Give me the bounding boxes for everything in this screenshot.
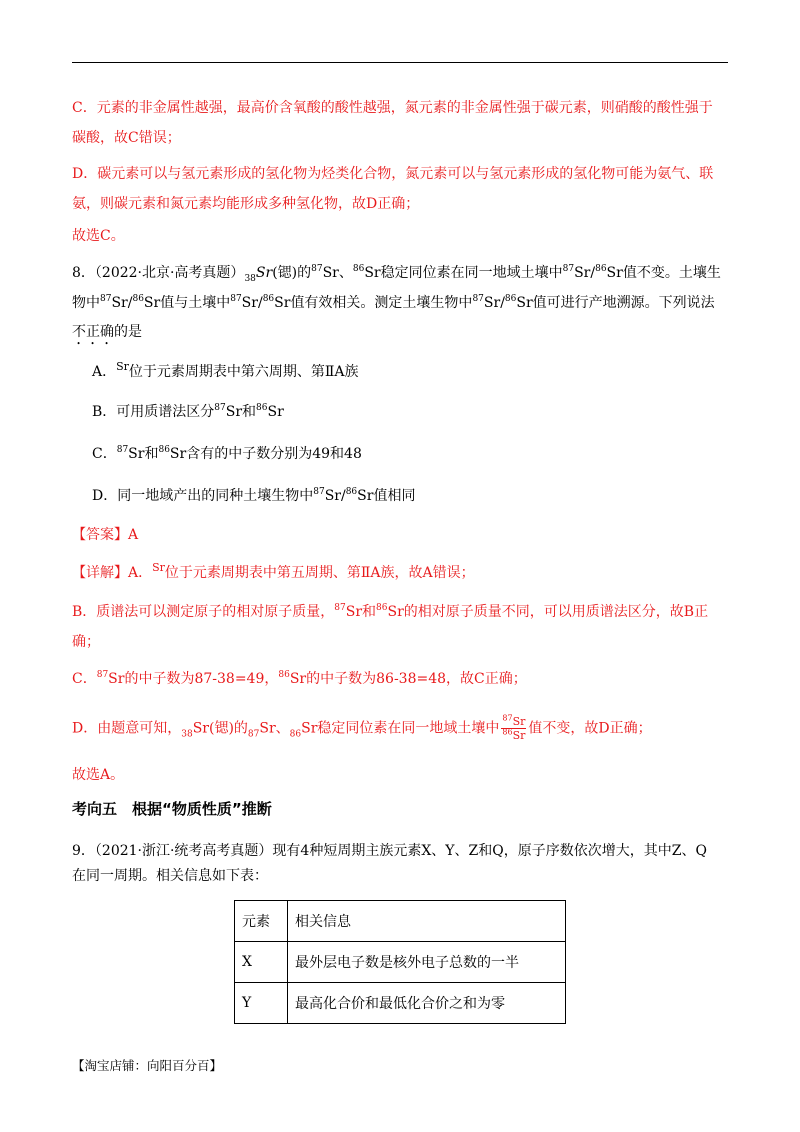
q8-explain-b-line2: 确；: [72, 634, 100, 650]
q8-stem-line2: 物中$^{87}$Sr/$^{86}$Sr值与土壤中$^{87}$Sr/$^{86}$Sr值有效相关。测定土壤生物中$^{87}$Sr/$^{86}$Sr值可进行产地溯源。下列说法: [72, 294, 715, 311]
q8-explain-c: C．$^{87}$Sr的中子数为87-38=49，$^{86}$Sr的中子数为86-38=48，故C正确；: [72, 670, 527, 687]
q8-answer: 【答案】A: [72, 527, 139, 543]
q8-explain-b-line1: B．质谱法可以测定原子的相对原子质量，$^{87}$Sr和$^{86}$Sr的相对原子质量不同，可以用质谱法区分，故B正: [72, 603, 709, 620]
emphasis-not-correct: 不正确: [72, 324, 114, 340]
prev-explain-d-line2: 氨，则碳元素和氮元素均能形成多种氢化物，故D正确；: [72, 196, 420, 212]
ratio-fraction: $\frac{^{87}Sr}{^{86}Sr}$: [502, 713, 526, 742]
prev-explain-d-line1: D．碳元素可以与氢元素形成的氢化物为烃类化合物，氮元素可以与氢元素形成的氢化物可能为氨气、联: [72, 166, 714, 182]
q9-stem-line2: 在同一周期。相关信息如下表：: [72, 868, 268, 884]
sr-symbol: Sr: [255, 265, 273, 281]
table-header-cell: 元素: [235, 901, 288, 942]
q8-stem-line1: 8．（2022·北京·高考真题）$_{38}Sr$(锶)的$^{87}$Sr、$^{86}$Sr稳定同位素在同一地域土壤中$^{87}$Sr/$^{86}$Sr值不变。土壤生: [72, 264, 721, 284]
table-cell: Y: [235, 983, 288, 1024]
table-header-row: [235, 901, 566, 942]
q9-stem-line1: 9．（2021·浙江·统考高考真题）现有4种短周期主族元素X、Y、Z和Q，原子序数依次增大，其中Z、Q: [72, 843, 707, 859]
header-rule: [72, 62, 728, 63]
q8-explain-d: D．由题意可知，$_{38}$Sr(锶)的$_{87}$Sr、$_{86}$Sr稳定同位素在同一地域土壤中 $\frac{^{87}Sr}{^{86}Sr}$ 值不变，故D正确；: [72, 713, 652, 742]
prev-choice: 故选C。: [72, 228, 125, 244]
footer-shop-note: 【淘宝店铺：向阳百分百】: [72, 1058, 223, 1073]
q8-choice: 故选A。: [72, 767, 125, 783]
element-name: (锶)的: [272, 265, 312, 281]
table-row: [235, 942, 566, 983]
q8-source: 8．（2022·北京·高考真题）: [72, 265, 245, 281]
q8-explain-a: 【详解】A．$^{Sr}$位于元素周期表中第五周期、第ⅡA族，故A错误；: [72, 561, 475, 581]
q8-stem-line3: 不正确的是: [72, 324, 142, 340]
element-info-table: [234, 900, 566, 1024]
q8-option-b: B．可用质谱法区分$^{87}$Sr和$^{86}$Sr: [92, 403, 284, 420]
section-heading: 考向五 根据“物质性质”推断: [72, 800, 272, 818]
atomic-number: 38: [244, 273, 256, 284]
q8-option-c: C．$^{87}$Sr和$^{86}$Sr含有的中子数分别为49和48: [92, 445, 362, 462]
q8-option-a: A．$^{Sr}$位于元素周期表中第六周期、第ⅡA族: [92, 360, 359, 380]
q8-option-d: D．同一地域产出的同种土壤生物中$^{87}$Sr/$^{86}$Sr值相同: [92, 487, 416, 504]
table-cell: 最高化合价和最低化合价之和为零: [288, 983, 566, 1024]
prev-explain-c-line1: C．元素的非金属性越强，最高价含氧酸的酸性越强，氮元素的非金属性强于碳元素，则硝酸的酸性强于: [72, 100, 713, 116]
table-row: [235, 983, 566, 1024]
table-cell: X: [235, 942, 288, 983]
prev-explain-c-line2: 碳酸，故C错误；: [72, 130, 181, 146]
table-header-cell: 相关信息: [288, 901, 566, 942]
table-cell: 最外层电子数是核外电子总数的一半: [288, 942, 566, 983]
